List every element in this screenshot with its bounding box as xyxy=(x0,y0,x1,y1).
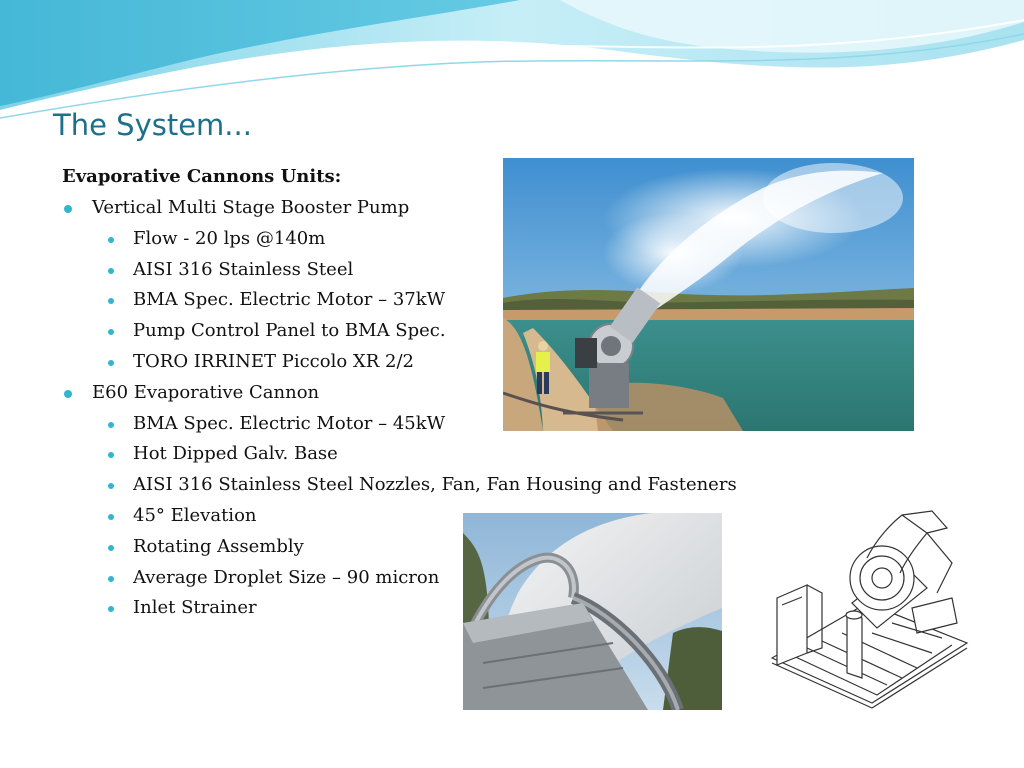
slide-title: The System... xyxy=(53,108,252,142)
bullet-icon xyxy=(108,606,114,612)
list-item-text: Vertical Multi Stage Booster Pump xyxy=(92,197,410,218)
section-heading: Evaporative Cannons Units: xyxy=(62,166,342,187)
bullet-icon xyxy=(108,268,114,274)
bullet-icon xyxy=(108,360,114,366)
list-item-text: Pump Control Panel to BMA Spec. xyxy=(133,320,446,342)
bullet-icon xyxy=(108,545,114,551)
bullet-icon xyxy=(108,298,114,304)
bullet-icon xyxy=(108,422,114,428)
bullet-icon xyxy=(108,514,114,520)
bullet-icon xyxy=(108,483,114,489)
list-item-text: Average Droplet Size – 90 micron xyxy=(133,566,440,588)
bullet-icon xyxy=(108,329,114,335)
list-item-text: AISI 316 Stainless Steel Nozzles, Fan, Fan Housing and Fasteners xyxy=(133,474,737,496)
list-item-text: AISI 316 Stainless Steel xyxy=(133,258,354,280)
list-item-text: Flow - 20 lps @140m xyxy=(133,227,326,249)
lake-cannon-photo xyxy=(503,158,914,431)
bullet-icon xyxy=(64,390,72,398)
list-item-text: Inlet Strainer xyxy=(133,597,257,619)
cannon-line-drawing xyxy=(752,503,980,713)
bullet-icon xyxy=(108,452,114,458)
bullet-icon xyxy=(108,237,114,243)
cannon-closeup-photo xyxy=(463,513,722,710)
header-wave-decoration xyxy=(0,0,1024,120)
list-item-text: BMA Spec. Electric Motor – 45kW xyxy=(133,412,446,434)
list-item-text: Rotating Assembly xyxy=(133,535,304,557)
list-item xyxy=(62,440,742,471)
bullet-icon xyxy=(108,576,114,582)
bullet-icon xyxy=(64,205,72,213)
list-item-text: E60 Evaporative Cannon xyxy=(92,381,320,403)
list-item-text: BMA Spec. Electric Motor – 37kW xyxy=(133,289,446,311)
list-item-text: Hot Dipped Galv. Base xyxy=(133,443,338,465)
list-item-text: TORO IRRINET Piccolo XR 2/2 xyxy=(133,350,414,372)
list-item-text: 45° Elevation xyxy=(133,504,257,526)
list-item xyxy=(62,471,742,502)
